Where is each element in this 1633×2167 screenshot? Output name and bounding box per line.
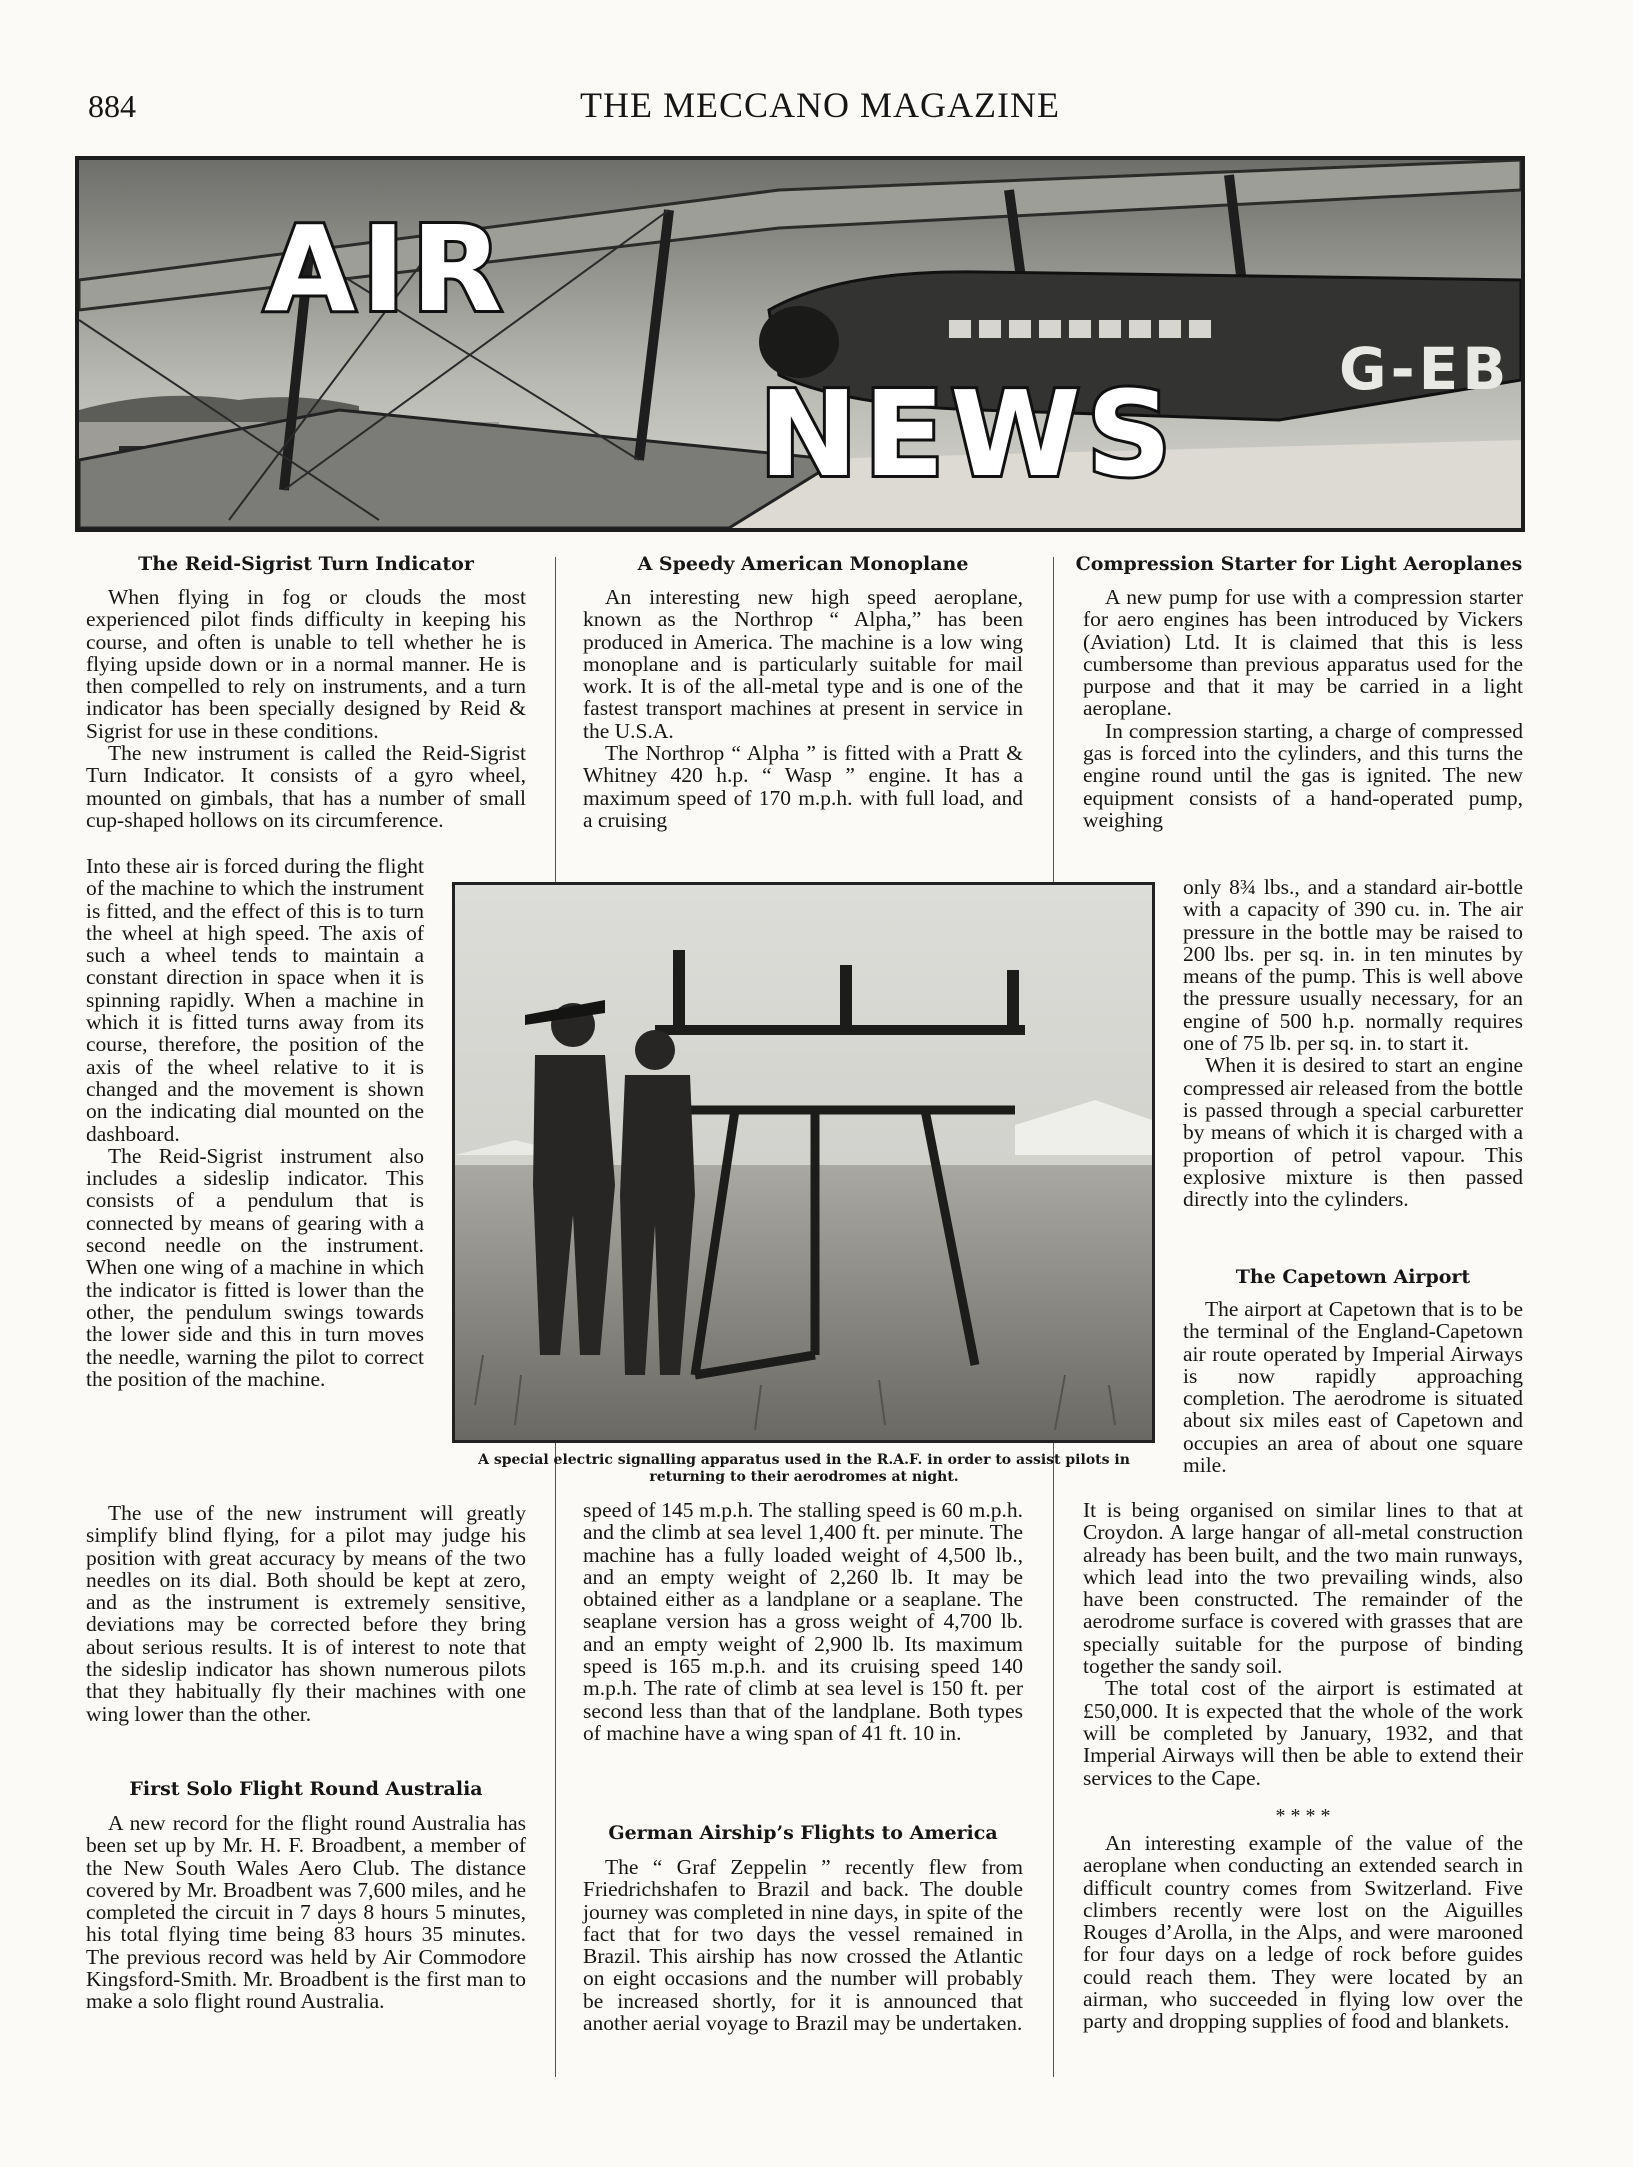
heading-monoplane: A Speedy American Monoplane: [637, 553, 969, 575]
photo-caption: A special electric signalling apparatus used in the R.A.F. in order to assist pilots in returning to their aerodromes at night.: [478, 1452, 1130, 1485]
heading-solo-flight: First Solo Flight Round Australia: [129, 1778, 483, 1800]
monoplane-text-bottom: [583, 1499, 1023, 1744]
paragraph: speed of 145 m.p.h. The stalling speed is 60 m.p.h. and the climb at sea level 1,400 ft. per minute. The machine has a fully loaded weight of 4,500 lb., and an empty weight of 2,260 lb. It may be obtained either as a landplane or a seaplane. The seaplane version has a gross weight of 4,700 lb. and an empty weight of 2,900 lb. Its maximum speed is 165 m.p.h. and its cruising speed 140 m.p.h. The rate of climb at sea level is 150 ft. per second less than that of the landplane. Both types of machine have a wing span of 41 ft. 10 in.: [583, 1498, 1023, 1745]
banner-word-air: AIR: [264, 200, 509, 338]
section-divider-stars: * * * *: [1275, 1805, 1331, 1827]
paragraph: only 8¾ lbs., and a standard air-bottle with a capacity of 390 cu. in. The air pressure in the bottle may be raised to 200 lbs. per sq. in. in ten minutes by means of the pump. This is well above the pressure usually necessary, for an engine of 500 h.p. normally requires one of 75 lb. per sq. in. to start it.: [1183, 875, 1523, 1056]
capetown-text-bottom: [1083, 1499, 1523, 1789]
capetown-text-narrow: [1183, 1298, 1523, 1476]
paragraph: A new pump for use with a compression starter for aero engines has been introduced by Vickers (Aviation) Ltd. It is claimed that this is less cumbersome than previous apparatus used for the purpose and that it may be carried in a light aeroplane.: [1083, 585, 1523, 721]
paragraph: The airport at Capetown that is to be the terminal of the England-Capetown air route operated by Imperial Airways is now rapidly approaching completion. The aerodrome is situated about six miles east of Capetown and occupies an area of about one square mile.: [1183, 1297, 1523, 1478]
turn-indicator-text-narrow: [86, 855, 424, 1390]
heading-capetown-airport: The Capetown Airport: [1235, 1266, 1471, 1288]
paragraph: When it is desired to start an engine compressed air released from the bottle is passed through a special carburetter by means of which it is charged with a proportion of petrol vapour. This explosive mixture is then passed directly into the cylinders.: [1183, 1053, 1523, 1212]
compression-text-narrow: [1183, 876, 1523, 1210]
heading-airship: German Airship’s Flights to America: [608, 1822, 998, 1844]
monoplane-text-top: [583, 586, 1023, 831]
solo-flight-text: [86, 1812, 526, 2013]
paragraph: The new instrument is called the Reid-Sigrist Turn Indicator. It consists of a gyro wheel, mounted on gimbals, that has a number of small cup-shaped hollows on its circumference.: [86, 741, 526, 832]
paragraph: The use of the new instrument will greatly simplify blind flying, for a pilot may judge his position with great accuracy by means of the two needles on its dial. Both should be kept at zero, and as the instrument is extremely sensitive, deviations may be corrected before they bring about serious results. It is of interest to note that the sideslip indicator has shown numerous pilots that they habitually fly their machines with one wing lower than the other.: [86, 1501, 526, 1726]
photo-illustration: [455, 885, 1152, 1440]
climbers-text: [1083, 1832, 1523, 2033]
airship-text: [583, 1856, 1023, 2034]
heading-compression-starter: Compression Starter for Light Aeroplanes: [1075, 553, 1523, 575]
magazine-title: THE MECCANO MAGAZINE: [580, 85, 1060, 125]
paragraph: The Northrop “ Alpha ” is fitted with a Pratt & Whitney 420 h.p. “ Wasp ” engine. It has a maximum speed of 170 m.p.h. with full load, and a cruising: [583, 741, 1023, 832]
banner-word-news: NEWS: [759, 365, 1178, 503]
paragraph: The “ Graf Zeppelin ” recently flew from Friedrichshafen to Brazil and back. The double journey was completed in nine days, in spite of the fact that for two days the vessel remained in Brazil. This airship has now crossed the Atlantic on eight occasions and the number will probably be increased shortly, for it is announced that another aerial voyage to Brazil may be undertaken.: [583, 1855, 1023, 2036]
turn-indicator-text-top: [86, 586, 526, 831]
signalling-apparatus-photo: [452, 882, 1155, 1443]
air-news-banner: [75, 156, 1525, 532]
paragraph: It is being organised on similar lines to that at Croydon. A large hangar of all-metal construction already has been built, and the two main runways, which lead into the two prevailing winds, also have been constructed. The remainder of the aerodrome surface is covered with grasses that are specially suitable for the purpose of binding together the sandy soil.: [1083, 1498, 1523, 1679]
page-number: 884: [88, 88, 136, 124]
paragraph: The Reid-Sigrist instrument also includes a sideslip indicator. This consists of a pendulum that is connected by means of gearing with a second needle on the instrument. When one wing of a machine in which the indicator is fitted is lower than the other, the pendulum swings towards the lower side and this in turn moves the needle, warning the pilot to correct the position of the machine.: [86, 1143, 424, 1391]
paragraph: Into these air is forced during the flight of the machine to which the instrument is fitted, and the effect of this is to turn the wheel at high speed. The axis of such a wheel tends to maintain a constant direction in space when it is spinning rapidly. When a machine in which it is fitted turns away from its course, therefore, the position of the axis of the wheel relative to it is changed and the movement is shown on the indicating dial mounted on the dashboard.: [86, 854, 424, 1146]
paragraph: A new record for the flight round Australia has been set up by Mr. H. F. Broadbent, a member of the New South Wales Aero Club. The distance covered by Mr. Broadbent was 7,600 miles, and he completed the circuit in 7 days 8 hours 5 minutes, his total flying time being 83 hours 35 minutes. The previous record was held by Air Commodore Kingsford-Smith. Mr. Broadbent is the first man to make a solo flight round Australia.: [86, 1811, 526, 2014]
compression-text-top: [1083, 586, 1523, 831]
paragraph: An interesting example of the value of the aeroplane when conducting an extended search in difficult country comes from Switzerland. Five climbers recently were lost on the Aiguilles Rouges d’Arolla, in the Alps, and were marooned for four days on a ledge of rock before guides could reach them. They were located by an airman, who succeeded in flying low over the party and dropping supplies of food and blankets.: [1083, 1831, 1523, 2034]
aircraft-registration: G-EB: [1339, 335, 1511, 403]
paragraph: An interesting new high speed aeroplane, known as the Northrop “ Alpha,” has been produced in America. The machine is a low wing monoplane and is particularly suitable for mail work. It is of the all-metal type and is one of the fastest transport machines at present in service in the U.S.A.: [583, 585, 1023, 743]
paragraph: In compression starting, a charge of compressed gas is forced into the cylinders, and this turns the engine round until the gas is ignited. The new equipment consists of a hand-operated pump, weighing: [1083, 718, 1523, 832]
paragraph: The total cost of the airport is estimated at £50,000. It is expected that the whole of the work will be completed by January, 1932, and that Imperial Airways will then be able to extend their services to the Cape.: [1083, 1676, 1523, 1790]
turn-indicator-text-bottom: [86, 1502, 526, 1725]
heading-turn-indicator: The Reid-Sigrist Turn Indicator: [138, 553, 474, 575]
paragraph: When flying in fog or clouds the most experienced pilot finds difficulty in keeping his course, and often is unable to tell whether he is flying upside down or in a normal manner. He is then compelled to rely on instruments, and a turn indicator has been specially designed by Reid & Sigrist for use in these conditions.: [86, 585, 526, 743]
